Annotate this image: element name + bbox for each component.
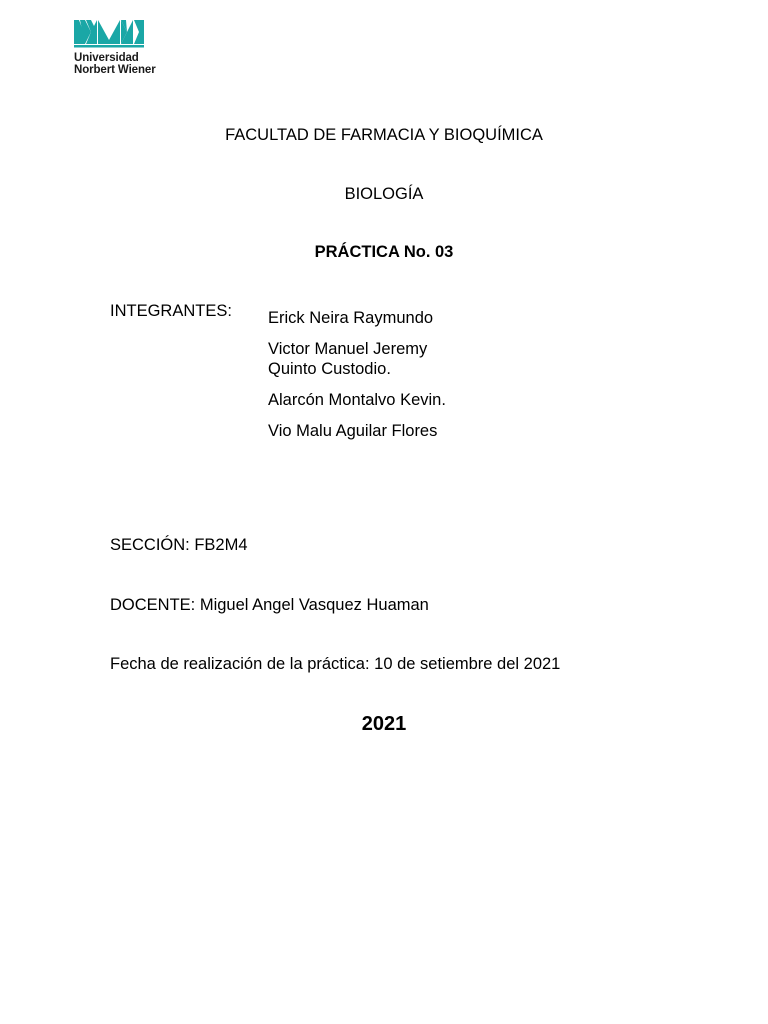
teacher-line: DOCENTE: Miguel Angel Vasquez Huaman xyxy=(110,596,429,614)
member-name-continued: Quinto Custodio. xyxy=(268,360,391,378)
date-line: Fecha de realización de la práctica: 10 de setiembre del 2021 xyxy=(110,655,561,673)
member-item xyxy=(268,390,446,410)
university-logo xyxy=(74,18,174,76)
members-list xyxy=(268,308,446,452)
member-name: Vio Malu Aguilar Flores xyxy=(268,422,438,440)
member-item xyxy=(268,339,446,379)
practice-title: PRÁCTICA No. 03 xyxy=(314,243,454,261)
member-item xyxy=(268,308,446,328)
year: 2021 xyxy=(361,713,407,735)
member-item xyxy=(268,421,446,441)
faculty-title: FACULTAD DE FARMACIA Y BIOQUÍMICA xyxy=(225,126,543,144)
member-name: Erick Neira Raymundo xyxy=(268,309,434,327)
member-name: Victor Manuel Jeremy xyxy=(268,340,428,358)
member-name: Alarcón Montalvo Kevin. xyxy=(268,391,446,409)
course-title: BIOLOGÍA xyxy=(344,185,424,203)
integrantes-label: INTEGRANTES: xyxy=(110,302,232,320)
logo-line-1: Universidad xyxy=(74,52,139,64)
section-line: SECCIÓN: FB2M4 xyxy=(110,536,248,554)
university-logo-icon xyxy=(74,18,144,48)
logo-line-2: Norbert Wiener xyxy=(74,64,156,76)
